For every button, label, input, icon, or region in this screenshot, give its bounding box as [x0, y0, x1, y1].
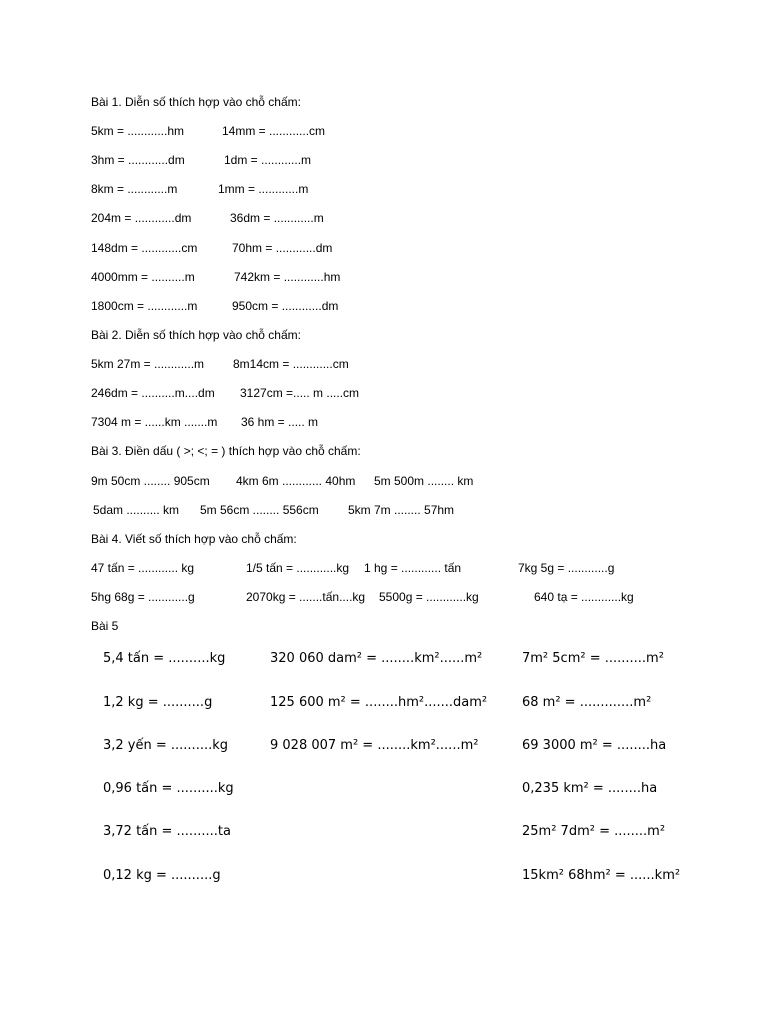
exercise-4-item: 5500g = ............kg	[379, 590, 479, 604]
exercise-2-item: 7304 m = ......km .......m	[91, 415, 218, 429]
exercise-5-title: Bài 5	[91, 619, 119, 633]
exercise-4-item: 640 tạ = ............kg	[534, 590, 634, 604]
exercise-1-item: 950cm = ............dm	[232, 299, 339, 313]
exercise-2-item: 5km 27m = ............m	[91, 357, 205, 371]
exercise-5-area-item: 0,235 km² = ........ha	[522, 781, 658, 796]
exercise-4-item: 1 hg = ............ tấn	[364, 561, 462, 575]
exercise-5-area-item: 7m² 5cm² = ..........m²	[522, 651, 664, 666]
exercise-4-item: 5hg 68g = ............g	[91, 590, 195, 604]
exercise-3-item: 9m 50cm ........ 905cm	[91, 474, 210, 488]
exercise-3-item: 4km 6m ............ 40hm	[236, 474, 356, 488]
exercise-5-mass-item: 0,96 tấn = ..........kg	[103, 781, 234, 796]
exercise-5-area-item: 9 028 007 m² = ........km²......m²	[270, 738, 479, 753]
exercise-3-item: 5m 56cm ........ 556cm	[200, 503, 319, 517]
exercise-5-mass-item: 3,2 yến = ..........kg	[103, 738, 228, 753]
exercise-4-item: 7kg 5g = ............g	[518, 561, 615, 575]
exercise-1-item: 36dm = ............m	[230, 211, 324, 225]
exercise-4-title: Bài 4. Viết số thích hợp vào chỗ chấm:	[91, 532, 297, 546]
exercise-2-item: 8m14cm = ............cm	[233, 357, 349, 371]
exercise-1-item: 742km = ............hm	[234, 270, 341, 284]
exercise-1-title: Bài 1. Diễn số thích hợp vào chỗ chấm:	[91, 95, 301, 109]
exercise-5-mass-item: 5,4 tấn = ..........kg	[103, 651, 226, 666]
exercise-5-area-item: 68 m² = .............m²	[522, 695, 652, 710]
exercise-3-item: 5dam .......... km	[93, 503, 180, 517]
exercise-1-item: 4000mm = ..........m	[91, 270, 195, 284]
exercise-2-item: 36 hm = ..... m	[241, 415, 319, 429]
exercise-5-area-item: 125 600 m² = ........hm².......dam²	[270, 695, 488, 710]
exercise-1-item: 14mm = ............cm	[222, 124, 326, 138]
exercise-4-item: 1/5 tấn = ............kg	[246, 561, 350, 575]
exercise-1-item: 1dm = ............m	[224, 153, 312, 167]
exercise-3-item: 5km 7m ........ 57hm	[348, 503, 455, 517]
exercise-3-item: 5m 500m ........ km	[374, 474, 474, 488]
exercise-4-item: 2070kg = .......tấn....kg	[246, 590, 366, 604]
exercise-5-area-item: 25m² 7dm² = ........m²	[522, 824, 666, 839]
exercise-1-item: 148dm = ............cm	[91, 241, 198, 255]
exercise-5-mass-item: 3,72 tấn = ..........ta	[103, 824, 231, 839]
exercise-1-item: 204m = ............dm	[91, 211, 192, 225]
exercise-1-item: 5km = ............hm	[91, 124, 185, 138]
exercise-1-item: 8km = ............m	[91, 182, 178, 196]
exercise-1-item: 1mm = ............m	[218, 182, 309, 196]
exercise-1-item: 3hm = ............dm	[91, 153, 185, 167]
exercise-5-area-item: 15km² 68hm² = ......km²	[522, 868, 681, 883]
exercise-5-area-item: 320 060 dam² = ........km²......m²	[270, 651, 483, 666]
exercise-5-mass-item: 1,2 kg = ..........g	[103, 695, 213, 710]
exercise-5-area-item: 69 3000 m² = ........ha	[522, 738, 667, 753]
exercise-1-item: 1800cm = ............m	[91, 299, 198, 313]
exercise-5-mass-item: 0,12 kg = ..........g	[103, 868, 221, 883]
exercise-2-item: 3127cm =..... m .....cm	[240, 386, 360, 400]
exercise-3-title: Bài 3. Điền dấu ( >; <; = ) thích hợp vào chỗ chấm:	[91, 444, 361, 458]
exercise-4-item: 47 tấn = ............ kg	[91, 561, 195, 575]
exercise-1-item: 70hm = ............dm	[232, 241, 333, 255]
exercise-2-title: Bài 2. Diễn số thích hợp vào chỗ chấm:	[91, 328, 301, 342]
exercise-2-item: 246dm = ..........m....dm	[91, 386, 215, 400]
